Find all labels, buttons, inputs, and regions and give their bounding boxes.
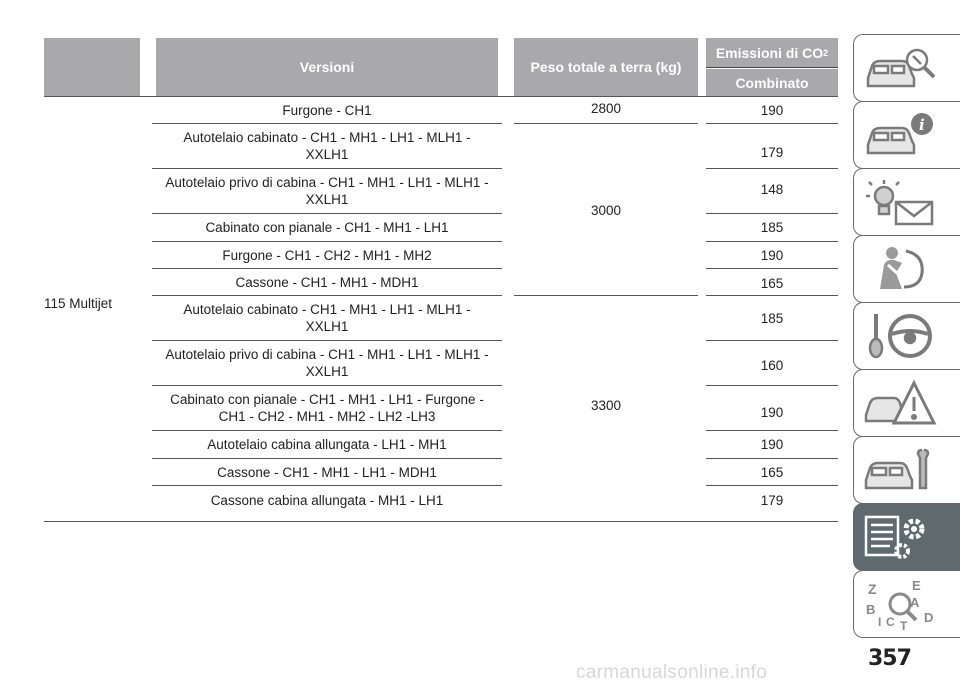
tab-car-search[interactable] bbox=[853, 34, 960, 102]
svg-text:i: i bbox=[919, 116, 925, 134]
emission-value: 165 bbox=[760, 464, 784, 480]
emission-value: 190 bbox=[760, 102, 784, 118]
engine-label: 115 Multijet bbox=[44, 296, 113, 311]
page-number: 357 bbox=[868, 646, 911, 671]
weight-rule bbox=[514, 123, 698, 124]
emission-value: 190 bbox=[760, 247, 784, 263]
header-emissions-text: Emissioni di CO bbox=[715, 44, 824, 61]
header-separator bbox=[706, 67, 838, 68]
emission-value: 148 bbox=[760, 181, 784, 197]
header-combined: Combinato bbox=[706, 69, 838, 96]
tab-seatbelt-airbag[interactable] bbox=[853, 235, 960, 303]
index-letter: B bbox=[866, 602, 876, 617]
version-cell: Cassone - CH1 - MH1 - MDH1 bbox=[235, 274, 419, 290]
version-cell: Autotelaio cabina allungata - LH1 - MH1 bbox=[207, 437, 447, 452]
version-cell: Autotelaio cabinato - CH1 - MH1 - LH1 - MLH1 - XXLH1 bbox=[183, 130, 471, 162]
version-cell: Cassone - CH1 - MH1 - LH1 - MDH1 bbox=[217, 464, 437, 480]
alphabetical-index-icon bbox=[862, 578, 938, 630]
car-service-icon bbox=[862, 444, 938, 496]
index-letter: I bbox=[878, 615, 882, 629]
car-search-icon bbox=[862, 42, 938, 94]
index-letter: T bbox=[900, 619, 908, 630]
car-info-icon bbox=[862, 109, 938, 161]
weight-3300: 3300 bbox=[590, 398, 622, 413]
index-letter: E bbox=[912, 578, 921, 593]
emission-value: 179 bbox=[760, 492, 784, 508]
tab-car-emergency[interactable] bbox=[853, 369, 960, 437]
tab-alphabetical-index[interactable] bbox=[853, 570, 960, 638]
tab-car-info[interactable] bbox=[853, 101, 960, 169]
table-bottom-rule bbox=[44, 521, 838, 522]
warning-lights-icon bbox=[862, 176, 938, 228]
emission-value: 165 bbox=[760, 276, 784, 291]
index-letter: A bbox=[910, 595, 920, 610]
version-cell: Furgone - CH1 bbox=[282, 102, 372, 118]
watermark: carmanualsonline.info bbox=[576, 662, 768, 683]
tab-warning-lights[interactable] bbox=[853, 168, 960, 236]
technical-data-icon bbox=[862, 511, 938, 563]
header-weight: Peso totale a terra (kg) bbox=[514, 38, 698, 96]
weight-rule bbox=[514, 295, 698, 296]
tab-technical-data[interactable] bbox=[853, 503, 960, 571]
index-letter: Z bbox=[868, 581, 877, 597]
version-cell: Cassone cabina allungata - MH1 - LH1 bbox=[210, 492, 444, 508]
car-emergency-icon bbox=[862, 377, 938, 429]
header-emissions-sub: 2 bbox=[823, 47, 829, 58]
header-blank-cell bbox=[44, 38, 140, 96]
version-cell: Cabinato con pianale - CH1 - MH1 - LH1 bbox=[205, 220, 449, 235]
version-cell: Autotelaio cabinato - CH1 - MH1 - LH1 - MLH1 - XXLH1 bbox=[183, 302, 471, 334]
seatbelt-airbag-icon bbox=[862, 243, 938, 295]
emission-value: 160 bbox=[760, 357, 784, 373]
version-cell: Cabinato con pianale - CH1 - MH1 - LH1 - Furgone - CH1 - CH2 - MH1 - MH2 - LH2 -LH3 bbox=[170, 392, 484, 424]
emission-value: 179 bbox=[760, 144, 784, 160]
emission-value: 190 bbox=[760, 404, 784, 420]
index-letter: C bbox=[886, 615, 895, 629]
weight-3000: 3000 bbox=[590, 203, 622, 218]
key-steering-icon bbox=[862, 310, 938, 362]
index-letter: D bbox=[924, 610, 934, 625]
header-versions: Versioni bbox=[156, 38, 498, 96]
emission-value: 190 bbox=[760, 437, 784, 452]
version-cell: Autotelaio privo di cabina - CH1 - MH1 - LH1 - MLH1 - XXLH1 bbox=[165, 175, 489, 207]
value-rule bbox=[706, 123, 838, 124]
version-cell: Autotelaio privo di cabina - CH1 - MH1 - LH1 - MLH1 - XXLH1 bbox=[165, 347, 489, 379]
tab-car-service[interactable] bbox=[853, 436, 960, 504]
tab-key-steering[interactable] bbox=[853, 302, 960, 370]
weight-2800: 2800 bbox=[590, 101, 622, 116]
emission-value: 185 bbox=[760, 310, 784, 326]
emission-value: 185 bbox=[760, 220, 784, 235]
version-cell: Furgone - CH1 - CH2 - MH1 - MH2 bbox=[222, 247, 432, 263]
header-emissions bbox=[706, 38, 838, 67]
